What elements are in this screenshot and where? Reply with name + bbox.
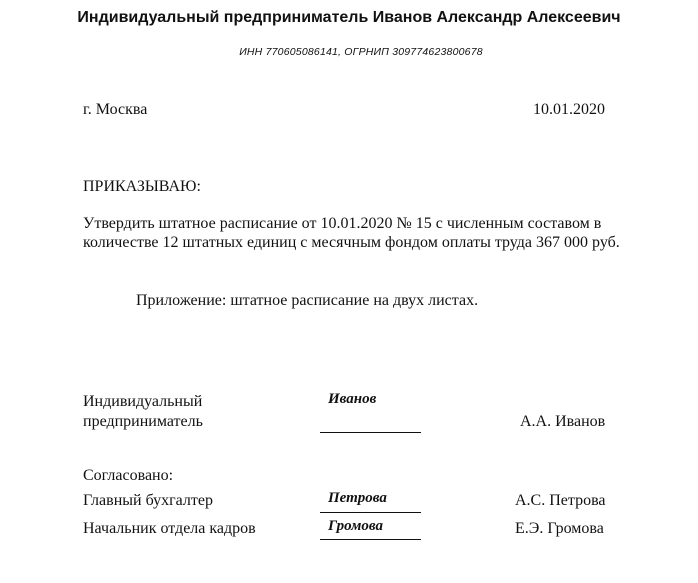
accountant-signature-line [320,512,421,513]
hr-role: Начальник отдела кадров [83,520,256,537]
appendix-note: Приложение: штатное расписание на двух листах. [136,292,479,309]
entrepreneur-title-line1: Индивидуальный [83,393,203,410]
hr-name: Е.Э. Громова [515,520,604,537]
city: г. Москва [83,101,148,118]
document-date: 10.01.2020 [533,101,605,118]
order-heading: ПРИКАЗЫВАЮ: [83,178,201,195]
accountant-role: Главный бухгалтер [83,492,213,509]
hr-signature-line [320,539,421,540]
entrepreneur-title-line2: предприниматель [83,413,203,430]
entrepreneur-name: А.А. Иванов [520,413,606,430]
order-body: Утвердить штатное расписание от 10.01.2020 № 15 с численным составом в количестве 12 штатных единиц с месячным фондом оплаты труда 367 000 руб. [83,215,620,251]
accountant-signature: Петрова [328,490,387,506]
agreed-label: Согласовано: [83,467,174,484]
accountant-name: А.С. Петрова [515,492,606,509]
document-title: Индивидуальный предприниматель Иванов Александр Алексеевич [77,9,621,26]
entrepreneur-signature: Иванов [328,391,377,407]
entrepreneur-signature-line [320,432,421,433]
tax-ids: ИНН 770605086141, ОГРНИП 309774623800678 [239,46,483,58]
hr-signature: Громова [328,518,383,534]
